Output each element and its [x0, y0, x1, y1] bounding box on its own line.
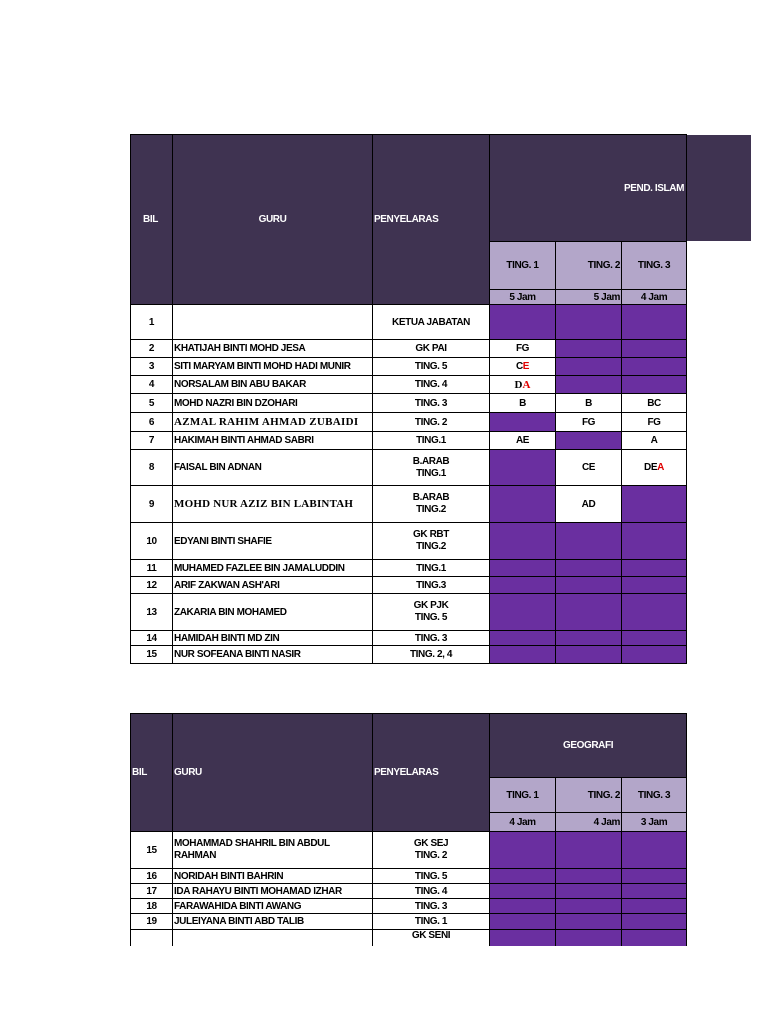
level-header: TING. 1: [490, 778, 556, 813]
filled-cell: [490, 832, 556, 869]
table-row: [131, 646, 687, 664]
hours-cell: 4 Jam: [556, 813, 622, 832]
hours-cell: 5 Jam: [556, 290, 622, 305]
filled-cell: [490, 560, 556, 577]
table-row: [131, 305, 687, 340]
guru-cell: HAMIDAH BINTI MD ZIN: [173, 631, 373, 646]
bil-cell: 18: [131, 899, 173, 914]
bil-cell: 1: [131, 305, 173, 340]
bil-cell: 8: [131, 450, 173, 486]
class-cell: DEA: [622, 450, 687, 486]
table-row: [131, 340, 687, 358]
guru-cell: NORSALAM BIN ABU BAKAR: [173, 376, 373, 394]
guru-cell: HAKIMAH BINTI AHMAD SABRI: [173, 432, 373, 450]
penyelaras-cell: GK PAI: [373, 340, 490, 358]
filled-cell: [622, 646, 687, 664]
filled-cell: [556, 577, 622, 594]
class-cell: FG: [490, 340, 556, 358]
table-row: [131, 358, 687, 376]
bil-cell: 19: [131, 914, 173, 930]
filled-cell: [490, 594, 556, 631]
filled-cell: [490, 450, 556, 486]
bil-cell: 6: [131, 413, 173, 432]
filled-cell: [556, 884, 622, 899]
guru-cell: JULEIYANA BINTI ABD TALIB: [173, 914, 373, 930]
level-header: TING. 1: [490, 242, 556, 290]
table-row: [131, 560, 687, 577]
penyelaras-cell: TING.1: [373, 432, 490, 450]
table-row: [131, 450, 687, 486]
filled-cell: [490, 884, 556, 899]
penyelaras-cell: TING. 3: [373, 631, 490, 646]
penyelaras-header: PENYELARAS: [373, 714, 490, 832]
table-row: [131, 832, 687, 869]
guru-cell: FAISAL BIN ADNAN: [173, 450, 373, 486]
penyelaras-cell: TING. 4: [373, 376, 490, 394]
filled-cell: [622, 594, 687, 631]
bil-cell: 13: [131, 594, 173, 631]
table-row: [131, 523, 687, 560]
guru-cell: IDA RAHAYU BINTI MOHAMAD IZHAR: [173, 884, 373, 899]
bil-cell: 9: [131, 486, 173, 523]
bil-cell: 12: [131, 577, 173, 594]
guru-cell: MOHAMMAD SHAHRIL BIN ABDUL RAHMAN: [173, 832, 373, 869]
filled-cell: [556, 899, 622, 914]
level-header: TING. 2: [556, 778, 622, 813]
hours-cell: 4 Jam: [490, 813, 556, 832]
table-row: [131, 869, 687, 884]
pend-islam-table: [130, 134, 687, 664]
filled-cell: [556, 523, 622, 560]
guru-cell: KHATIJAH BINTI MOHD JESA: [173, 340, 373, 358]
table-row: [131, 432, 687, 450]
filled-cell: [556, 631, 622, 646]
table-row: [131, 631, 687, 646]
bil-cell: 7: [131, 432, 173, 450]
level-header: TING. 2: [556, 242, 622, 290]
hours-cell: 5 Jam: [490, 290, 556, 305]
hours-cell: 3 Jam: [622, 813, 687, 832]
level-header: TING. 3: [622, 242, 687, 290]
bil-cell: 5: [131, 394, 173, 413]
bil-header: BIL: [131, 135, 173, 305]
table-row: [131, 884, 687, 899]
table-row: [131, 376, 687, 394]
guru-cell: SITI MARYAM BINTI MOHD HADI MUNIR: [173, 358, 373, 376]
guru-cell: NORIDAH BINTI BAHRIN: [173, 869, 373, 884]
penyelaras-cell: GK SEJ TING. 2: [373, 832, 490, 869]
class-cell: AE: [490, 432, 556, 450]
class-cell: FG: [622, 413, 687, 432]
bil-cell: 3: [131, 358, 173, 376]
filled-cell: [622, 884, 687, 899]
guru-cell: ARIF ZAKWAN ASH'ARI: [173, 577, 373, 594]
guru-cell: MOHD NUR AZIZ BIN LABINTAH: [173, 486, 373, 523]
guru-cell: NUR SOFEANA BINTI NASIR: [173, 646, 373, 664]
penyelaras-cell: KETUA JABATAN: [373, 305, 490, 340]
filled-cell: [556, 305, 622, 340]
header-extension: [685, 135, 751, 241]
guru-cell: FARAWAHIDA BINTI AWANG: [173, 899, 373, 914]
penyelaras-cell: TING. 3: [373, 899, 490, 914]
penyelaras-cell: TING.3: [373, 577, 490, 594]
subject-header: PEND. ISLAM: [490, 135, 687, 242]
filled-cell: [490, 914, 556, 930]
table-row: [131, 413, 687, 432]
guru-cell: [173, 305, 373, 340]
guru-cell: MOHD NAZRI BIN DZOHARI: [173, 394, 373, 413]
filled-cell: [556, 594, 622, 631]
filled-cell: [556, 358, 622, 376]
class-cell: FG: [556, 413, 622, 432]
guru-header: GURU: [173, 714, 373, 832]
class-cell: A: [622, 432, 687, 450]
guru-header: GURU: [173, 135, 373, 305]
bil-cell: 17: [131, 884, 173, 899]
filled-cell: [556, 432, 622, 450]
filled-cell: [490, 523, 556, 560]
bil-cell: 14: [131, 631, 173, 646]
table-row: [131, 594, 687, 631]
filled-cell: [622, 376, 687, 394]
filled-cell: [556, 376, 622, 394]
filled-cell: [622, 340, 687, 358]
penyelaras-cell: GK PJK TING. 5: [373, 594, 490, 631]
penyelaras-cell: GK SENI: [373, 930, 490, 960]
bil-cell: 15: [131, 832, 173, 869]
filled-cell: [556, 832, 622, 869]
guru-cell: EDYANI BINTI SHAFIE: [173, 523, 373, 560]
page-cutoff: [0, 946, 768, 1024]
penyelaras-cell: TING. 4: [373, 884, 490, 899]
filled-cell: [622, 523, 687, 560]
filled-cell: [622, 832, 687, 869]
table-row: [131, 394, 687, 413]
bil-header: BIL: [131, 714, 173, 832]
table-row: [131, 486, 687, 523]
filled-cell: [556, 340, 622, 358]
class-cell: B: [490, 394, 556, 413]
filled-cell: [622, 869, 687, 884]
penyelaras-cell: TING. 3: [373, 394, 490, 413]
guru-cell: MUHAMED FAZLEE BIN JAMALUDDIN: [173, 560, 373, 577]
filled-cell: [622, 899, 687, 914]
guru-cell: ZAKARIA BIN MOHAMED: [173, 594, 373, 631]
filled-cell: [490, 577, 556, 594]
class-cell: B: [556, 394, 622, 413]
filled-cell: [490, 486, 556, 523]
geografi-table: [130, 713, 687, 960]
guru-cell: AZMAL RAHIM AHMAD ZUBAIDI: [173, 413, 373, 432]
filled-cell: [556, 914, 622, 930]
bil-cell: 2: [131, 340, 173, 358]
filled-cell: [490, 899, 556, 914]
penyelaras-cell: B.ARAB TING.1: [373, 450, 490, 486]
penyelaras-header: PENYELARAS: [373, 135, 490, 305]
class-cell: DA: [490, 376, 556, 394]
penyelaras-cell: TING. 2, 4: [373, 646, 490, 664]
subject-header: GEOGRAFI: [490, 714, 687, 778]
filled-cell: [622, 631, 687, 646]
filled-cell: [490, 413, 556, 432]
bil-cell: 16: [131, 869, 173, 884]
filled-cell: [622, 577, 687, 594]
bil-cell: 11: [131, 560, 173, 577]
penyelaras-cell: TING.1: [373, 560, 490, 577]
class-cell: CE: [490, 358, 556, 376]
filled-cell: [490, 631, 556, 646]
table-row: [131, 577, 687, 594]
class-cell: AD: [556, 486, 622, 523]
table-row: [131, 914, 687, 930]
filled-cell: [622, 560, 687, 577]
level-header: TING. 3: [622, 778, 687, 813]
table-row: [131, 899, 687, 914]
penyelaras-cell: TING. 5: [373, 358, 490, 376]
filled-cell: [622, 486, 687, 523]
filled-cell: [556, 869, 622, 884]
filled-cell: [622, 305, 687, 340]
filled-cell: [490, 646, 556, 664]
filled-cell: [622, 914, 687, 930]
bil-cell: 10: [131, 523, 173, 560]
filled-cell: [622, 358, 687, 376]
class-cell: CE: [556, 450, 622, 486]
filled-cell: [490, 305, 556, 340]
bil-cell: 4: [131, 376, 173, 394]
penyelaras-cell: TING. 1: [373, 914, 490, 930]
penyelaras-cell: GK RBT TING.2: [373, 523, 490, 560]
class-cell: BC: [622, 394, 687, 413]
penyelaras-cell: B.ARAB TING.2: [373, 486, 490, 523]
filled-cell: [490, 869, 556, 884]
filled-cell: [556, 560, 622, 577]
hours-cell: 4 Jam: [622, 290, 687, 305]
bil-cell: 15: [131, 646, 173, 664]
filled-cell: [556, 646, 622, 664]
penyelaras-cell: TING. 5: [373, 869, 490, 884]
penyelaras-cell: TING. 2: [373, 413, 490, 432]
